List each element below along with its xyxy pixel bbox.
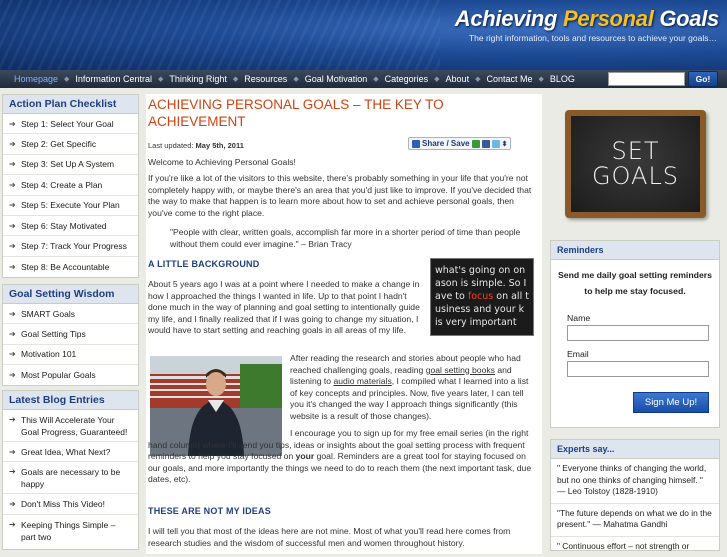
list-item[interactable] (3, 365, 138, 385)
expert-quote: "The future depends on what we do in the present." — Mahatma Gandhi (551, 504, 719, 537)
twitter-icon (492, 140, 500, 148)
image-text-part: ave to (435, 291, 468, 302)
main-nav (0, 70, 727, 88)
goal-wisdom-list (3, 304, 138, 386)
list-item-label: Goals are necessary to be happy (21, 466, 132, 490)
latest-blog-title: Latest Blog Entries (3, 391, 138, 410)
encourage-text: I encourage you to sign up for my free email series (in the right hand column) where I'll send you tips, ideas or insights about the goal setting process with frequent reminders to help you stay focused on (148, 428, 528, 461)
list-item-label: Motivation 101 (21, 349, 76, 359)
list-item[interactable] (3, 494, 138, 514)
list-item[interactable] (3, 410, 138, 442)
list-item[interactable] (3, 345, 138, 365)
arrow-right-icon: ➔ (9, 201, 16, 210)
list-item-label: Keeping Things Simple – part two (21, 519, 132, 543)
share-icon (412, 140, 420, 148)
nav-goal-motivation[interactable]: Goal Motivation (305, 74, 368, 84)
last-updated (148, 141, 244, 150)
arrow-right-icon: ➔ (9, 242, 16, 251)
set-goals-chalkboard-image (565, 110, 706, 218)
share-save-label: Share / Save (422, 139, 470, 148)
reminders-box (550, 240, 720, 428)
list-item-label: Most Popular Goals (21, 370, 96, 380)
last-updated-date: May 5th, 2011 (196, 141, 244, 150)
arrow-right-icon: ➔ (9, 330, 16, 339)
image-text-line: ason is simple. So I (435, 277, 533, 290)
email-field[interactable] (567, 361, 709, 377)
last-updated-label: Last updated: (148, 141, 196, 150)
list-item-label: Step 7: Track Your Progress (21, 241, 127, 251)
image-text-part: on all t (493, 291, 529, 302)
nav-information-central[interactable]: Information Central (75, 74, 152, 84)
site-title-accent: Personal (563, 6, 654, 31)
list-item[interactable] (3, 216, 138, 236)
arrow-right-icon: ➔ (9, 262, 16, 271)
background-paragraph: About 5 years ago I was at a point where I needed to make a change in how I approached the things I wanted in life. Up to that point I hadn't done much in the way of planning and goal setting to intentionally guide my life, and I finally realized that if I was going to change my situation, I would have to start setting and reaching goals in all areas of my life. (148, 279, 424, 337)
site-title[interactable] (455, 6, 719, 32)
focus-text-image (430, 258, 534, 336)
list-item-label: This Will Accelerate Your Goal Progress, Guaranteed! (21, 414, 132, 438)
section-heading-ideas: THESE ARE NOT MY IDEAS (148, 506, 271, 516)
nav-thinking-right[interactable]: Thinking Right (169, 74, 227, 84)
list-item[interactable] (3, 324, 138, 344)
nav-separator-icon: ◆ (293, 75, 298, 83)
site-tagline: The right information, tools and resources to achieve your goals… (469, 33, 717, 43)
list-item[interactable] (3, 134, 138, 154)
site-title-part1: Achieving (455, 6, 563, 31)
name-field[interactable] (567, 325, 709, 341)
image-text-line: what's going on on (435, 264, 533, 277)
research-paragraph (290, 353, 536, 422)
nav-contact-me[interactable]: Contact Me (486, 74, 532, 84)
ideas-paragraph: I will tell you that most of the ideas here are not mine. Most of what you'll read here comes from research studies and the wisdom of successful men and women throughout history. (148, 526, 538, 549)
brian-tracy-quote: "People with clear, written goals, accomplish far more in a shorter period of time than people without them could ever imagine." – Brian Tracy (170, 227, 538, 250)
nav-separator-icon: ◆ (373, 75, 378, 83)
latest-blog-box (2, 390, 139, 550)
arrow-right-icon: ➔ (9, 350, 16, 359)
list-item[interactable] (3, 515, 138, 547)
email-label: Email (567, 349, 589, 359)
image-text-focus: focus (468, 291, 493, 302)
list-item-label: Step 6: Stay Motivated (21, 221, 107, 231)
list-item[interactable] (3, 196, 138, 216)
list-item-label: Step 2: Get Specific (21, 139, 96, 149)
image-text-line: usiness and your k (435, 303, 533, 316)
arrow-right-icon: ➔ (9, 160, 16, 169)
search-input[interactable] (608, 72, 685, 86)
chalkboard-text-line: GOALS (592, 164, 679, 189)
reminders-title: Reminders (551, 241, 719, 260)
goal-wisdom-title: Goal Setting Wisdom (3, 285, 138, 304)
experts-box (550, 439, 720, 551)
search-button[interactable]: Go! (688, 71, 718, 87)
intro-paragraph: If you're like a lot of the visitors to this website, there's probably something in your life that you're not completely happy with, or maybe there's an area that you'd just like to improve. If you've decided that the way to make that happen is to learn more about how to set and achieve personal goals, then you've come to the right place. (148, 173, 538, 219)
research-text: After reading the research and stories about people who had reached challenging goals, reading (290, 353, 521, 375)
nav-blog[interactable]: BLOG (550, 74, 575, 84)
image-text-line: is very important (435, 316, 533, 329)
list-item[interactable] (3, 462, 138, 494)
arrow-right-icon: ➔ (9, 371, 16, 380)
nav-separator-icon: ◆ (158, 75, 163, 83)
site-title-part2: Goals (654, 6, 719, 31)
nav-categories[interactable]: Categories (385, 74, 429, 84)
action-plan-list (3, 114, 138, 277)
arrow-right-icon: ➔ (9, 119, 16, 128)
list-item-label: Step 5: Execute Your Plan (21, 200, 120, 210)
section-heading-background: A LITTLE BACKGROUND (148, 259, 259, 269)
list-item-label: Goal Setting Tips (21, 329, 86, 339)
sign-me-up-button[interactable]: Sign Me Up! (633, 392, 709, 413)
research-text: , I compiled what I learned into a list of key concepts and principles. Now, five years later, I can tell you it's changed the way I approach things significantly (this website is a result of those changes). (290, 376, 528, 421)
arrow-right-icon: ➔ (9, 414, 16, 426)
goal-wisdom-box (2, 284, 139, 386)
list-item-label: Step 3: Set Up A System (21, 159, 114, 169)
expert-quote: " Everyone thinks of changing the world, but no one thinks of changing himself. " — Leo Tolstoy (1828-1910) (551, 459, 719, 504)
arrow-right-icon: ➔ (9, 500, 16, 509)
arrow-right-icon: ➔ (9, 466, 16, 478)
arrow-right-icon: ➔ (9, 221, 16, 230)
list-item-label: Step 8: Be Accountable (21, 262, 109, 272)
encourage-paragraph (148, 428, 538, 486)
list-item[interactable] (3, 175, 138, 195)
research-text: and listening to (290, 365, 512, 387)
experts-title: Experts say... (551, 440, 719, 459)
page-title: ACHIEVING PERSONAL GOALS – THE KEY TO ACHIEVEMENT (148, 96, 538, 130)
encourage-text: goal. Reminders are a great tool for staying focused on our goals, and more importantly the things we need to do to reach them (the next important task, due dates, etc). (148, 451, 531, 484)
share-save-button[interactable] (408, 137, 511, 150)
arrow-right-icon: ➔ (9, 519, 16, 531)
action-plan-title: Action Plan Checklist (3, 95, 138, 114)
arrow-right-icon: ➔ (9, 447, 16, 456)
nav-about[interactable]: About (446, 74, 470, 84)
list-item-label: Step 1: Select Your Goal (21, 119, 114, 129)
reminders-description: Send me daily goal setting reminders to help me stay focused. (557, 267, 713, 299)
list-item[interactable] (3, 155, 138, 175)
nav-separator-icon: ◆ (64, 75, 69, 83)
list-item[interactable] (3, 236, 138, 256)
main-content (146, 94, 542, 554)
arrow-right-icon: ➔ (9, 309, 16, 318)
list-item-label: Great Idea, What Next? (21, 447, 110, 457)
nav-separator-icon: ◆ (475, 75, 480, 83)
email-icon (472, 140, 480, 148)
welcome-text: Welcome to Achieving Personal Goals! (148, 157, 538, 169)
nav-separator-icon: ◆ (233, 75, 238, 83)
encourage-bold: your (296, 451, 315, 461)
header-light-rays (0, 0, 440, 70)
latest-blog-list (3, 410, 138, 547)
list-item[interactable] (3, 442, 138, 462)
action-plan-box (2, 94, 139, 278)
nav-separator-icon: ◆ (539, 75, 544, 83)
chevron-updown-icon: ⬍ (502, 140, 508, 148)
chalkboard-surface (571, 116, 700, 212)
facebook-icon (482, 140, 490, 148)
list-item-label: Step 4: Create a Plan (21, 180, 102, 190)
audio-materials-link[interactable]: audio materials (333, 376, 391, 386)
name-label: Name (567, 313, 590, 323)
nav-homepage[interactable]: Homepage (14, 74, 58, 84)
list-item-label: SMART Goals (21, 309, 75, 319)
goal-setting-books-link[interactable]: goal setting books (426, 365, 495, 375)
arrow-right-icon: ➔ (9, 140, 16, 149)
nav-separator-icon: ◆ (434, 75, 439, 83)
site-header (0, 0, 727, 70)
expert-quote: " Continuous effort – not strength or (551, 537, 719, 557)
nav-resources[interactable]: Resources (244, 74, 287, 84)
list-item[interactable] (3, 257, 138, 277)
list-item-label: Don't Miss This Video! (21, 499, 105, 509)
arrow-right-icon: ➔ (9, 180, 16, 189)
image-text-line (435, 290, 533, 303)
list-item[interactable] (3, 304, 138, 324)
list-item[interactable] (3, 114, 138, 134)
chalkboard-text-line: SET (611, 139, 659, 164)
